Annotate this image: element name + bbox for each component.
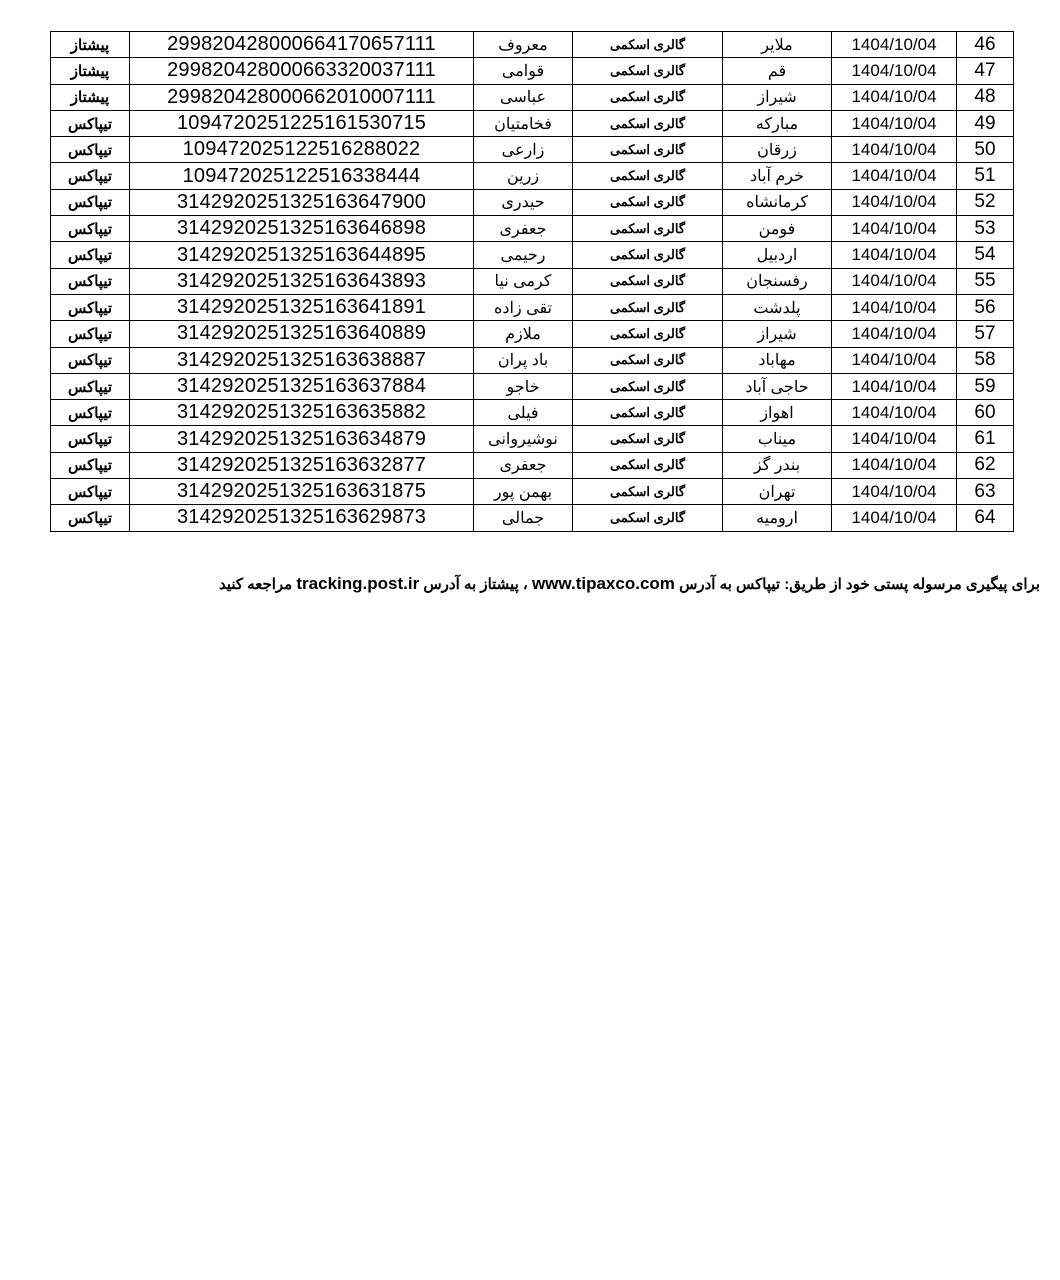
- table-row: [51, 110, 1014, 136]
- recipient-name-cell: فخامتیان: [474, 110, 573, 136]
- row-number-cell: 58: [957, 347, 1014, 373]
- table-row: [51, 426, 1014, 452]
- date-cell: 1404/10/04: [832, 32, 957, 58]
- recipient-name-cell: معروف: [474, 32, 573, 58]
- table-row: [51, 137, 1014, 163]
- carrier-cell: تیپاکس: [51, 505, 130, 531]
- row-number-cell: 46: [957, 32, 1014, 58]
- carrier-cell: تیپاکس: [51, 216, 130, 242]
- table-row: [51, 84, 1014, 110]
- shipments-table-body: [51, 32, 1014, 532]
- date-cell: 1404/10/04: [832, 347, 957, 373]
- city-cell: پلدشت: [723, 294, 832, 320]
- recipient-name-cell: جعفری: [474, 452, 573, 478]
- carrier-cell: تیپاکس: [51, 347, 130, 373]
- row-number-cell: 51: [957, 163, 1014, 189]
- city-cell: زرقان: [723, 137, 832, 163]
- city-cell: فومن: [723, 216, 832, 242]
- city-cell: شیراز: [723, 321, 832, 347]
- recipient-name-cell: زارعی: [474, 137, 573, 163]
- recipient-name-cell: بهمن پور: [474, 479, 573, 505]
- tracking-code-cell: 3142920251325163629873: [130, 505, 474, 531]
- row-number-cell: 54: [957, 242, 1014, 268]
- carrier-cell: پیشتاز: [51, 84, 130, 110]
- city-cell: شیراز: [723, 84, 832, 110]
- date-cell: 1404/10/04: [832, 137, 957, 163]
- city-cell: تهران: [723, 479, 832, 505]
- sender-cell: گالری اسکمی: [573, 373, 723, 399]
- sender-cell: گالری اسکمی: [573, 216, 723, 242]
- tracking-code-cell: 3142920251325163632877: [130, 452, 474, 478]
- post-tracking-website-link[interactable]: tracking.post.ir: [296, 574, 420, 593]
- table-row: [51, 452, 1014, 478]
- sender-cell: گالری اسکمی: [573, 426, 723, 452]
- table-row: [51, 321, 1014, 347]
- sender-cell: گالری اسکمی: [573, 452, 723, 478]
- city-cell: رفسنجان: [723, 268, 832, 294]
- tracking-code-cell: 299820428000662010007111: [130, 84, 474, 110]
- sender-cell: گالری اسکمی: [573, 505, 723, 531]
- date-cell: 1404/10/04: [832, 321, 957, 347]
- table-row: [51, 163, 1014, 189]
- carrier-cell: تیپاکس: [51, 294, 130, 320]
- sender-cell: گالری اسکمی: [573, 242, 723, 268]
- tracking-footer-note: [40, 574, 1040, 594]
- table-row: [51, 505, 1014, 531]
- carrier-cell: تیپاکس: [51, 321, 130, 347]
- recipient-name-cell: حیدری: [474, 189, 573, 215]
- row-number-cell: 60: [957, 400, 1014, 426]
- row-number-cell: 59: [957, 373, 1014, 399]
- table-row: [51, 32, 1014, 58]
- date-cell: 1404/10/04: [832, 452, 957, 478]
- city-cell: میناب: [723, 426, 832, 452]
- carrier-cell: تیپاکس: [51, 400, 130, 426]
- table-row: [51, 479, 1014, 505]
- carrier-cell: تیپاکس: [51, 137, 130, 163]
- recipient-name-cell: زرین: [474, 163, 573, 189]
- date-cell: 1404/10/04: [832, 505, 957, 531]
- carrier-cell: پیشتاز: [51, 32, 130, 58]
- date-cell: 1404/10/04: [832, 84, 957, 110]
- tipax-website-link[interactable]: www.tipaxco.com: [531, 574, 675, 593]
- tracking-code-cell: 3142920251325163631875: [130, 479, 474, 505]
- city-cell: اردبیل: [723, 242, 832, 268]
- date-cell: 1404/10/04: [832, 163, 957, 189]
- date-cell: 1404/10/04: [832, 479, 957, 505]
- city-cell: حاجی آباد: [723, 373, 832, 399]
- table-row: [51, 294, 1014, 320]
- city-cell: خرم آباد: [723, 163, 832, 189]
- tracking-code-cell: 3142920251325163644895: [130, 242, 474, 268]
- tracking-code-cell: 3142920251325163646898: [130, 216, 474, 242]
- carrier-cell: تیپاکس: [51, 242, 130, 268]
- city-cell: قم: [723, 58, 832, 84]
- recipient-name-cell: خاجو: [474, 373, 573, 399]
- recipient-name-cell: جمالی: [474, 505, 573, 531]
- row-number-cell: 57: [957, 321, 1014, 347]
- carrier-cell: تیپاکس: [51, 426, 130, 452]
- sender-cell: گالری اسکمی: [573, 347, 723, 373]
- date-cell: 1404/10/04: [832, 242, 957, 268]
- table-row: [51, 373, 1014, 399]
- row-number-cell: 61: [957, 426, 1014, 452]
- sender-cell: گالری اسکمی: [573, 294, 723, 320]
- tracking-code-cell: 3142920251325163638887: [130, 347, 474, 373]
- carrier-cell: تیپاکس: [51, 110, 130, 136]
- date-cell: 1404/10/04: [832, 426, 957, 452]
- carrier-cell: تیپاکس: [51, 163, 130, 189]
- table-row: [51, 189, 1014, 215]
- carrier-cell: تیپاکس: [51, 189, 130, 215]
- date-cell: 1404/10/04: [832, 400, 957, 426]
- city-cell: ملایر: [723, 32, 832, 58]
- row-number-cell: 53: [957, 216, 1014, 242]
- table-row: [51, 400, 1014, 426]
- tracking-code-cell: 3142920251325163637884: [130, 373, 474, 399]
- sender-cell: گالری اسکمی: [573, 84, 723, 110]
- sender-cell: گالری اسکمی: [573, 110, 723, 136]
- carrier-cell: تیپاکس: [51, 479, 130, 505]
- carrier-cell: تیپاکس: [51, 373, 130, 399]
- table-row: [51, 58, 1014, 84]
- tracking-code-cell: 109472025122516288022: [130, 137, 474, 163]
- city-cell: مبارکه: [723, 110, 832, 136]
- table-row: [51, 242, 1014, 268]
- row-number-cell: 62: [957, 452, 1014, 478]
- city-cell: کرمانشاه: [723, 189, 832, 215]
- recipient-name-cell: ملازم: [474, 321, 573, 347]
- date-cell: 1404/10/04: [832, 216, 957, 242]
- tracking-code-cell: 3142920251325163647900: [130, 189, 474, 215]
- date-cell: 1404/10/04: [832, 373, 957, 399]
- tracking-code-cell: 299820428000664170657111: [130, 32, 474, 58]
- carrier-cell: پیشتاز: [51, 58, 130, 84]
- recipient-name-cell: باد پران: [474, 347, 573, 373]
- sender-cell: گالری اسکمی: [573, 137, 723, 163]
- recipient-name-cell: رحیمی: [474, 242, 573, 268]
- tracking-code-cell: 3142920251325163635882: [130, 400, 474, 426]
- carrier-cell: تیپاکس: [51, 452, 130, 478]
- tracking-code-cell: 299820428000663320037111: [130, 58, 474, 84]
- recipient-name-cell: نوشیروانی: [474, 426, 573, 452]
- row-number-cell: 48: [957, 84, 1014, 110]
- recipient-name-cell: تقی زاده: [474, 294, 573, 320]
- shipments-table: [50, 31, 1014, 532]
- sender-cell: گالری اسکمی: [573, 268, 723, 294]
- recipient-name-cell: قوامی: [474, 58, 573, 84]
- sender-cell: گالری اسکمی: [573, 321, 723, 347]
- footer-text-middle: ، پیشتاز به آدرس: [423, 576, 528, 593]
- footer-text-intro: برای پیگیری مرسوله پستی خود از طریق: تیپاکس به آدرس: [679, 576, 1040, 593]
- tracking-code-cell: 3142920251325163634879: [130, 426, 474, 452]
- row-number-cell: 56: [957, 294, 1014, 320]
- sender-cell: گالری اسکمی: [573, 400, 723, 426]
- table-row: [51, 347, 1014, 373]
- sender-cell: گالری اسکمی: [573, 189, 723, 215]
- carrier-cell: تیپاکس: [51, 268, 130, 294]
- tracking-code-cell: 3142920251325163643893: [130, 268, 474, 294]
- city-cell: بندر گز: [723, 452, 832, 478]
- recipient-name-cell: فیلی: [474, 400, 573, 426]
- row-number-cell: 55: [957, 268, 1014, 294]
- sender-cell: گالری اسکمی: [573, 58, 723, 84]
- table-row: [51, 268, 1014, 294]
- city-cell: اهواز: [723, 400, 832, 426]
- tracking-code-cell: 3142920251325163640889: [130, 321, 474, 347]
- table-row: [51, 216, 1014, 242]
- footer-text-end: مراجعه کنید: [218, 576, 293, 593]
- row-number-cell: 47: [957, 58, 1014, 84]
- date-cell: 1404/10/04: [832, 268, 957, 294]
- tracking-code-cell: 1094720251225161530715: [130, 110, 474, 136]
- recipient-name-cell: جعفری: [474, 216, 573, 242]
- date-cell: 1404/10/04: [832, 294, 957, 320]
- recipient-name-cell: کرمی نیا: [474, 268, 573, 294]
- row-number-cell: 50: [957, 137, 1014, 163]
- tracking-code-cell: 109472025122516338444: [130, 163, 474, 189]
- sender-cell: گالری اسکمی: [573, 32, 723, 58]
- tracking-code-cell: 3142920251325163641891: [130, 294, 474, 320]
- date-cell: 1404/10/04: [832, 58, 957, 84]
- city-cell: مهاباد: [723, 347, 832, 373]
- city-cell: ارومیه: [723, 505, 832, 531]
- row-number-cell: 49: [957, 110, 1014, 136]
- date-cell: 1404/10/04: [832, 189, 957, 215]
- row-number-cell: 52: [957, 189, 1014, 215]
- row-number-cell: 64: [957, 505, 1014, 531]
- sender-cell: گالری اسکمی: [573, 479, 723, 505]
- row-number-cell: 63: [957, 479, 1014, 505]
- sender-cell: گالری اسکمی: [573, 163, 723, 189]
- recipient-name-cell: عباسی: [474, 84, 573, 110]
- date-cell: 1404/10/04: [832, 110, 957, 136]
